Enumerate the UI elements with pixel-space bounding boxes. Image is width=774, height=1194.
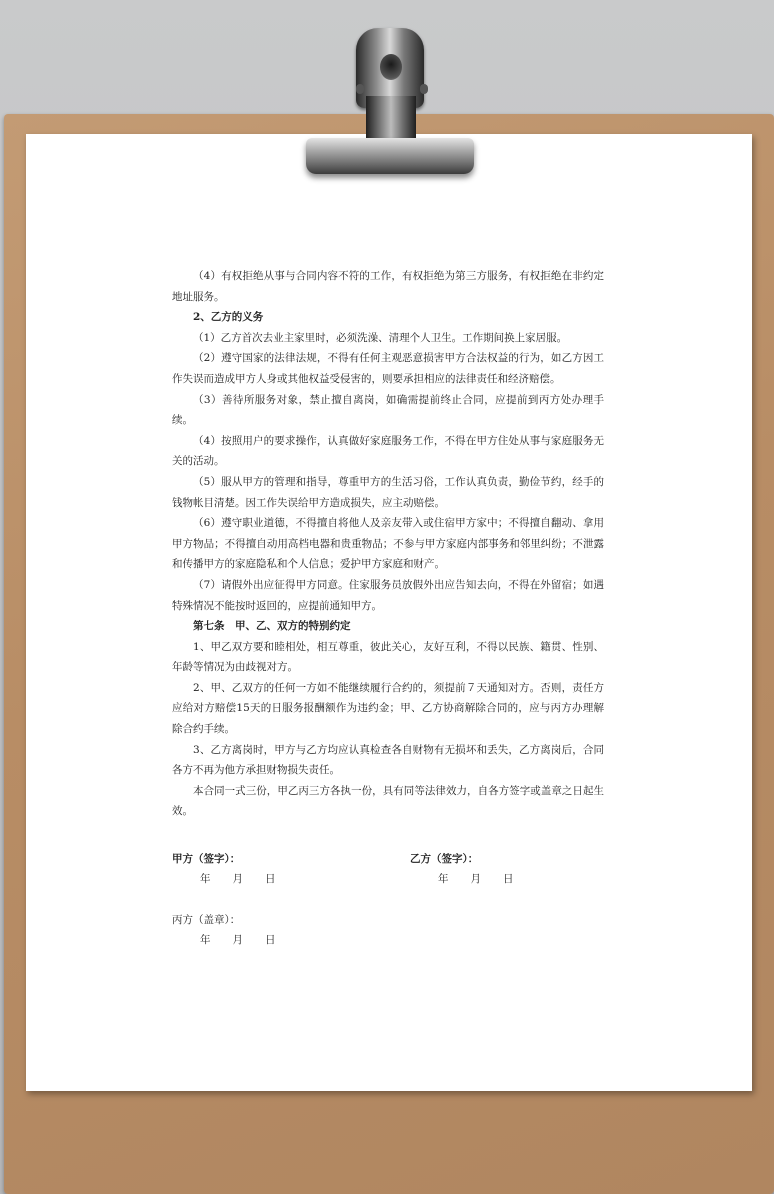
clause-paragraph: 1、甲乙双方要和睦相处，相互尊重，彼此关心，友好互利，不得以民族、籍贯、性别、年龄等情况为由歧视对方。 <box>172 640 604 674</box>
date-year: 年 <box>200 934 211 946</box>
signature-party-b <box>410 849 514 889</box>
signature-date-party-b <box>410 869 514 889</box>
binder-clip-arm-right <box>420 84 428 94</box>
date-day: 日 <box>265 873 276 885</box>
date-month: 月 <box>232 873 243 885</box>
date-year: 年 <box>200 873 211 885</box>
clause-paragraph: （7）请假外出应征得甲方同意。住家服务员放假外出应告知去向，不得在外留宿；如遇特殊情况不能按时返回的，应提前通知甲方。 <box>172 578 604 612</box>
clause-paragraph: （4）有权拒绝从事与合同内容不符的工作，有权拒绝为第三方服务，有权拒绝在非约定地址服务。 <box>172 270 604 303</box>
section-heading: 2、乙方的义务 <box>193 311 264 324</box>
signature-label-party-c: 丙方（盖章）： <box>172 914 241 926</box>
date-month: 月 <box>470 873 481 885</box>
contract-body <box>172 266 604 822</box>
clause-paragraph: 2、甲、乙双方的任何一方如不能继续履行合约的，须提前７天通知对方。否则，责任方应给对方赔偿15天的日服务报酬额作为违约金；甲、乙方协商解除合同的，应与丙方办理解除合约手续。 <box>172 681 604 736</box>
clause-paragraph: 本合同一式三份，甲乙丙三方各执一份，具有同等法律效力，自各方签字或盖章之日起生效。 <box>172 784 604 818</box>
binder-clip-base <box>306 138 474 174</box>
signature-party-c <box>172 910 276 950</box>
section-heading: 第七条 甲、乙、双方的特别约定 <box>193 620 351 633</box>
signature-date-party-c <box>172 930 276 950</box>
clause-paragraph: （5）服从甲方的管理和指导，尊重甲方的生活习俗，工作认真负责，勤俭节约，经手的钱物帐目清楚。因工作失误给甲方造成损失，应主动赔偿。 <box>172 475 604 509</box>
date-day: 日 <box>503 873 514 885</box>
clause-paragraph: （2）遵守国家的法律法规，不得有任何主观恶意损害甲方合法权益的行为，如乙方因工作失误而造成甲方人身或其他权益受侵害的，则要承担相应的法律责任和经济赔偿。 <box>172 352 604 385</box>
clause-paragraph: （1）乙方首次去业主家里时，必须洗澡、清理个人卫生。工作期间换上家居服。 <box>193 331 568 344</box>
signature-party-a <box>172 849 276 889</box>
signature-label-party-b: 乙方（签字）： <box>410 853 479 865</box>
date-month: 月 <box>232 934 243 946</box>
date-year: 年 <box>438 873 449 885</box>
signature-label-party-a: 甲方（签字）： <box>172 853 241 865</box>
binder-clip-hole <box>380 54 402 80</box>
binder-clip-neck <box>366 96 416 140</box>
clause-paragraph: （3）善待所服务对象，禁止擅自离岗，如确需提前终止合同，应提前到丙方处办理手续。 <box>172 393 604 427</box>
clause-paragraph: （6）遵守职业道德，不得擅自将他人及亲友带入或住宿甲方家中；不得擅自翻动、拿用甲方物品；不得擅自动用高档电器和贵重物品；不参与甲方家庭内部事务和邻里纠纷；不泄露和传播甲方的家庭隐私和个人信息；爱护甲方家庭和财产。 <box>172 517 604 571</box>
clause-paragraph: （4）按照用户的要求操作，认真做好家庭服务工作，不得在甲方住处从事与家庭服务无关的活动。 <box>172 434 604 468</box>
date-day: 日 <box>265 934 276 946</box>
clause-paragraph: 3、乙方离岗时，甲方与乙方均应认真检查各自财物有无损坏和丢失，乙方离岗后，合同各方不再为他方承担财物损失责任。 <box>172 743 604 777</box>
binder-clip-arm-left <box>356 84 364 94</box>
signature-date-party-a <box>172 869 276 889</box>
